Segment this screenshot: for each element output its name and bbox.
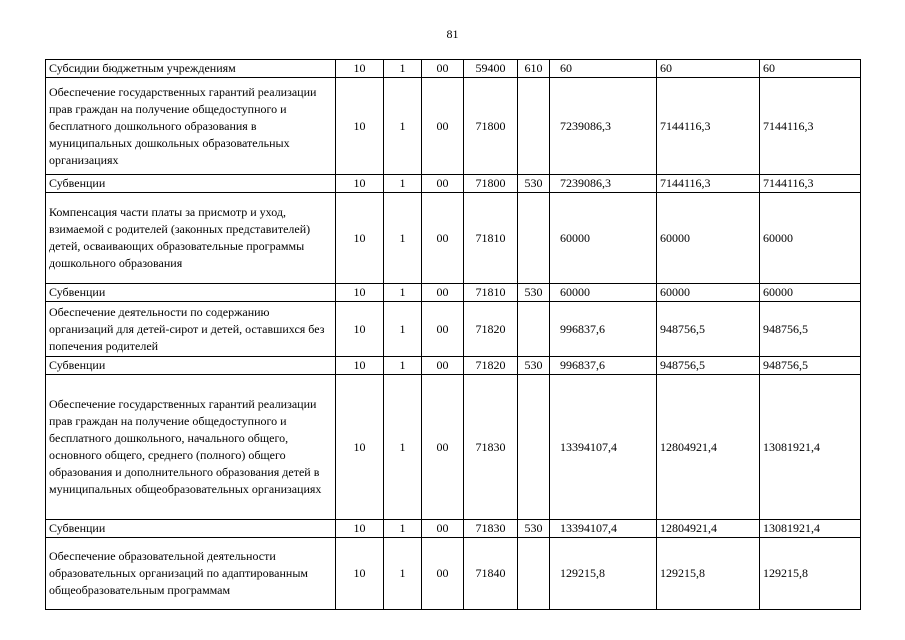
amount-year-3: 948756,5 [760,302,861,357]
table-row [46,538,861,610]
table-row [46,520,861,538]
amount-year-3: 60 [760,60,861,78]
row-name: Субвенции [46,357,336,375]
amount-year-3: 13081921,4 [760,520,861,538]
expense-type-code [518,538,550,610]
amount-year-1: 996837,6 [550,302,657,357]
amount-year-2: 60 [657,60,760,78]
table-row [46,375,861,520]
subsection-code: 1 [384,193,422,284]
direction-code: 71830 [464,520,518,538]
amount-year-1: 996837,6 [550,357,657,375]
row-name: Субсидии бюджетным учреждениям [46,60,336,78]
amount-year-1: 7239086,3 [550,175,657,193]
subsection-code: 1 [384,175,422,193]
section-code: 10 [336,357,384,375]
subsection-code: 1 [384,78,422,175]
program-code: 00 [422,302,464,357]
amount-year-2: 948756,5 [657,302,760,357]
subsection-code: 1 [384,284,422,302]
direction-code: 71800 [464,78,518,175]
direction-code: 71820 [464,302,518,357]
program-code: 00 [422,357,464,375]
table-row [46,284,861,302]
program-code: 00 [422,538,464,610]
section-code: 10 [336,520,384,538]
row-name: Субвенции [46,520,336,538]
amount-year-2: 12804921,4 [657,520,760,538]
table-row [46,302,861,357]
row-name: Компенсация части платы за присмотр и уход, взимаемой с родителей (законных представителей) детей, осваивающих образовательные программы дошкольного образования [46,193,336,284]
amount-year-2: 129215,8 [657,538,760,610]
row-name: Обеспечение образовательной деятельности образовательных организаций по адаптированным общеобразовательным программам [46,538,336,610]
amount-year-2: 12804921,4 [657,375,760,520]
section-code: 10 [336,60,384,78]
expense-type-code: 530 [518,175,550,193]
subsection-code: 1 [384,538,422,610]
expense-type-code [518,302,550,357]
section-code: 10 [336,78,384,175]
subsection-code: 1 [384,375,422,520]
direction-code: 71830 [464,375,518,520]
expense-type-code: 530 [518,357,550,375]
amount-year-1: 13394107,4 [550,375,657,520]
subsection-code: 1 [384,302,422,357]
program-code: 00 [422,78,464,175]
program-code: 00 [422,284,464,302]
expense-type-code: 530 [518,520,550,538]
amount-year-3: 948756,5 [760,357,861,375]
amount-year-3: 129215,8 [760,538,861,610]
section-code: 10 [336,175,384,193]
amount-year-1: 60000 [550,193,657,284]
table-row [46,357,861,375]
section-code: 10 [336,302,384,357]
table-row [46,78,861,175]
section-code: 10 [336,193,384,284]
program-code: 00 [422,193,464,284]
table-row [46,193,861,284]
amount-year-2: 7144116,3 [657,78,760,175]
amount-year-3: 7144116,3 [760,175,861,193]
amount-year-3: 7144116,3 [760,78,861,175]
program-code: 00 [422,175,464,193]
amount-year-2: 7144116,3 [657,175,760,193]
amount-year-3: 60000 [760,193,861,284]
direction-code: 59400 [464,60,518,78]
budget-table-body [46,60,861,610]
program-code: 00 [422,375,464,520]
section-code: 10 [336,284,384,302]
program-code: 00 [422,520,464,538]
subsection-code: 1 [384,60,422,78]
amount-year-1: 129215,8 [550,538,657,610]
expense-type-code: 610 [518,60,550,78]
direction-code: 71820 [464,357,518,375]
subsection-code: 1 [384,357,422,375]
page-number: 81 [446,27,459,41]
budget-table [45,59,861,610]
expense-type-code [518,375,550,520]
direction-code: 71810 [464,193,518,284]
direction-code: 71840 [464,538,518,610]
table-row [46,60,861,78]
amount-year-3: 13081921,4 [760,375,861,520]
amount-year-3: 60000 [760,284,861,302]
amount-year-1: 60 [550,60,657,78]
expense-type-code [518,78,550,175]
table-row [46,175,861,193]
expense-type-code [518,193,550,284]
expense-type-code: 530 [518,284,550,302]
section-code: 10 [336,538,384,610]
section-code: 10 [336,375,384,520]
amount-year-2: 60000 [657,193,760,284]
row-name: Обеспечение государственных гарантий реализации прав граждан на получение общедоступного и бесплатного дошкольного образования в муниципальных дошкольных образовательных организациях [46,78,336,175]
amount-year-1: 7239086,3 [550,78,657,175]
row-name: Субвенции [46,284,336,302]
amount-year-1: 13394107,4 [550,520,657,538]
direction-code: 71810 [464,284,518,302]
subsection-code: 1 [384,520,422,538]
row-name: Субвенции [46,175,336,193]
row-name: Обеспечение государственных гарантий реализации прав граждан на получение общедоступного и бесплатного дошкольного, начального общего, основного общего, среднего (полного) общего образования и дополнительного образования детей в муниципальных общеобразовательных организациях [46,375,336,520]
amount-year-2: 60000 [657,284,760,302]
amount-year-1: 60000 [550,284,657,302]
direction-code: 71800 [464,175,518,193]
row-name: Обеспечение деятельности по содержанию организаций для детей-сирот и детей, оставшихся без попечения родителей [46,302,336,357]
amount-year-2: 948756,5 [657,357,760,375]
program-code: 00 [422,60,464,78]
